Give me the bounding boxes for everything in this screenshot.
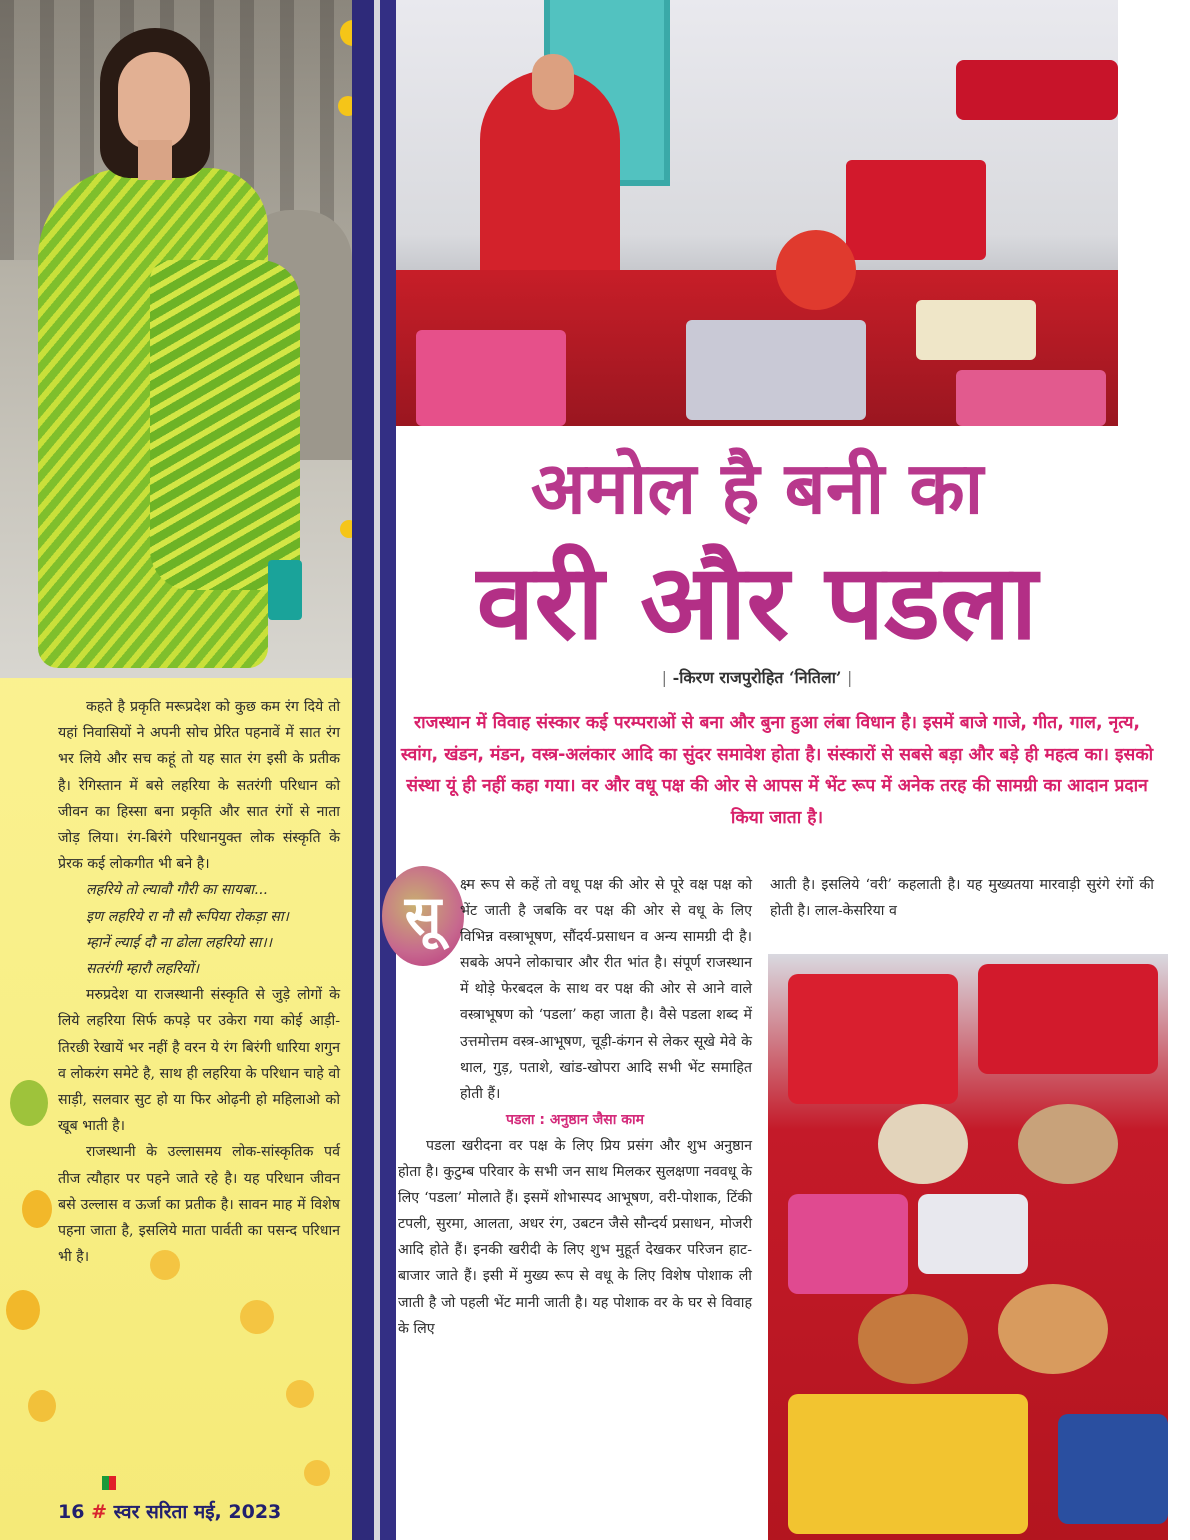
photo-neck	[138, 140, 172, 180]
subheading: पडला : अनुष्ठान जैसा काम	[506, 1111, 644, 1128]
decor-dot	[304, 1460, 330, 1486]
lehariya-saree-photo	[0, 0, 352, 678]
photo-bowl	[878, 1104, 968, 1184]
headline-line-1: अमोल है बनी का	[530, 446, 984, 530]
headline-line-2: वरी और पडला	[476, 541, 1038, 663]
divider-stripe	[380, 0, 396, 1540]
author-name: -किरण राजपुरोहित ‘नितिला’	[672, 668, 842, 687]
photo-bride-face	[532, 54, 574, 110]
photo-gift-box	[846, 160, 986, 260]
photo-tray	[918, 1194, 1028, 1274]
page-footer	[58, 1498, 281, 1524]
byline: | -किरण राजपुरोहित ‘नितिला’ |	[661, 668, 853, 687]
photo-bowl	[858, 1294, 968, 1384]
photo-tray	[788, 974, 958, 1104]
photo-tray	[788, 1194, 908, 1294]
left-article-text	[58, 694, 340, 1270]
photo-gift-box	[956, 370, 1106, 426]
left-paragraph: राजस्थानी के उल्लासमय लोक-सांस्कृतिक पर्व तीज त्यौहार पर पहने जाते रहे है। यह परिधान जीवन बसे उल्लास व ऊर्जा का प्रतीक है। सावन माह में विशेष पहना जाता है, इसलिये माता पार्वती का पसन्द परिधान भी है।	[58, 1144, 340, 1266]
middle-paragraph: क्ष्म रूप से कहें तो वधू पक्ष की ओर से पूरे वक्ष पक्ष को भेंट जाती है जबकि वर पक्ष की ओर से वधू के लिए विभिन्न वस्त्राभूषण, सौंदर्य-प्रसाधन व अन्य सामग्री दी है। सबके अपने लोकाचार और रीत भांत है। संपूर्ण राजस्थान में थोड़े फेरबदल के साथ वर पक्ष की ओर से आने वाले वस्त्राभूषण को ‘पडला’ कहा जाता है। वैसे पडला शब्द में उत्तमोत्तम वस्त्र-आभूषण, चूड़ी-कंगन से लेकर सूखे मेवे के थाल, गुड़, पताशे, खांड-खोपरा आदि सभी भेंट समाहित होती हैं।	[460, 877, 752, 1102]
photo-tray	[978, 964, 1158, 1074]
middle-article-column	[398, 872, 752, 1342]
padla-items-photo	[768, 954, 1168, 1540]
folk-verse-line: सतरंगी म्हारौ लहरियों।	[86, 961, 200, 978]
article-end-mark	[102, 1476, 116, 1490]
photo-face	[118, 52, 190, 150]
photo-bowl	[998, 1284, 1108, 1374]
left-paragraph: मरुप्रदेश या राजस्थानी संस्कृति से जुड़े लोगों के लिये लहरिया सिर्फ कपड़े पर उकेरा गया कोई आड़ी-तिरछी रेखायें भर नहीं है वरन ये रंग बिरंगी धारिया शगुन व लोकरंग समेटे है, साथ ही लहरिया के परिधान चाहे वो साड़ी, सलवार सुट हो या फिर ओढ़नी हो महिलाओ को खूब भाती है।	[58, 987, 340, 1135]
footer-hash: #	[91, 1501, 107, 1523]
folk-verse-line: इण लहरिये रा नौ सौ रूपिया रोकड़ा सा।	[86, 908, 289, 925]
folk-verse-line: म्हानें ल्याई दौ ना ढोला लहरियो सा।।	[86, 934, 273, 951]
photo-gift-box	[776, 230, 856, 310]
photo-red-chest	[956, 60, 1118, 120]
decor-dot	[6, 1290, 40, 1330]
photo-pallu	[150, 260, 300, 590]
magazine-name: स्वर सरिता मई, 2023	[113, 1501, 282, 1523]
divider-stripe	[352, 0, 374, 1540]
decor-dot	[28, 1390, 56, 1422]
decor-dot	[22, 1190, 52, 1228]
photo-saree-border	[268, 560, 302, 620]
right-article-column	[770, 872, 1154, 924]
decor-dot	[10, 1080, 48, 1126]
intro-paragraph: राजस्थान में विवाह संस्कार कई परम्पराओं से बना और बुना हुआ लंबा विधान है। इसमें बाजे गाजे, गीत, गाल, नृत्य, स्वांग, खंडन, मंडन, वस्त्र-अलंकार आदि का सुंदर समावेश होता है। संस्कारों से सबसे बड़ा और बड़े ही महत्व का। इसको संस्था यूं ही नहीं कहा गया। वर और वधू पक्ष की ओर से आपस में भेंट रूप में अनेक तरह की सामग्री का आदान प्रदान किया जाता है।	[400, 713, 1154, 828]
middle-paragraph: पडला खरीदना वर पक्ष के लिए प्रिय प्रसंग और शुभ अनुष्ठान होता है। कुटुम्ब परिवार के सभी जन साथ मिलकर सुलक्षणा नववधू के लिए ‘पडला’ मोलाते हैं। इसमें शोभास्पद आभूषण, वरी-पोशाक, टिंकी टपली, सुरमा, आलता, अधर रंग, उबटन जैसे सौन्दर्य प्रसाधन, मोजरी आदि होते हैं। इनकी खरीदी के लिए शुभ मुहूर्त देखकर परिजन हाट-बाजार जाते हैं। इसी में मुख्य रूप से वधू के लिए विशेष पोशाक ली जाती है जो पहली भेंट मानी जाती है। यह पोशाक वर के घर से विवाह के लिए	[398, 1137, 752, 1337]
photo-tray	[788, 1394, 1028, 1534]
decor-dot	[286, 1380, 314, 1408]
photo-gift-box	[916, 300, 1036, 360]
right-paragraph: आती है। इसलिये ‘वरी’ कहलाती है। यह मुख्यतया मारवाड़ी सुरंगे रंगों की होती है। लाल-केसरिया व	[770, 877, 1154, 920]
drop-cap: सू	[382, 866, 464, 966]
decor-dot	[240, 1300, 274, 1334]
folk-verse-line: लहरिये तो ल्यावौ गौरी का सायबा...	[86, 882, 268, 899]
photo-tray	[1058, 1414, 1168, 1524]
bride-with-padla-photo	[396, 0, 1118, 426]
photo-gift-box	[686, 320, 866, 420]
left-paragraph: कहते है प्रकृति मरूप्रदेश को कुछ कम रंग दिये तो यहां निवासियों ने अपनी सोच प्रेरित पहनावें में सात रंग भर लिये और सच कहूं तो यह सात रंग इसी के प्रतीक है। रेगिस्तान में बसे लहरिया के सतरंगी परिधान को जीवन का हिस्सा बना प्रकृति और सात रंगों से नाता जोड़ लिया। रंग-बिरंगे परिधानयुक्त लोक संस्कृति के प्रेरक कई लोकगीत भी बने है।	[58, 699, 340, 873]
page-number: 16	[58, 1501, 85, 1523]
photo-gift-box	[416, 330, 566, 426]
photo-bowl	[1018, 1104, 1118, 1184]
